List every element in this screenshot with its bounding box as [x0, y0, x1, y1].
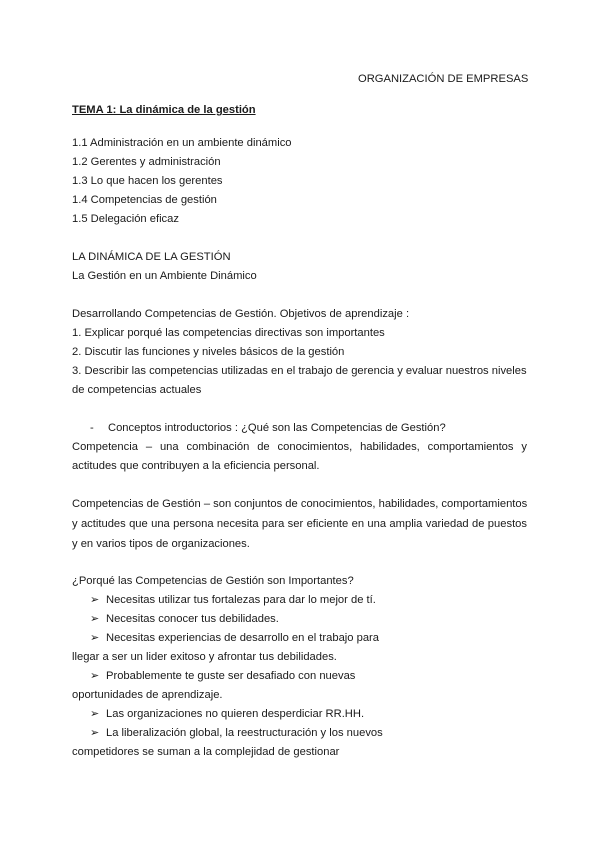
arrow-bullet-icon: ➢: [90, 708, 100, 720]
gestion-definition-continued: y actitudes que una persona necesita para ser eficiente en una amplia variedad de puestos: [72, 518, 527, 530]
toc-item: 1.4 Competencias de gestión: [72, 194, 217, 206]
arrow-bullet-icon: ➢: [90, 670, 100, 682]
objective-item: 2. Discutir las funciones y niveles básicos de la gestión: [72, 346, 345, 358]
section-subheading: La Gestión en un Ambiente Dinámico: [72, 270, 257, 282]
competencia-definition: Competencia – una combinación de conocimientos, habilidades, comportamientos y: [72, 441, 527, 453]
bullet-text: Necesitas utilizar tus fortalezas para dar lo mejor de tí.: [106, 594, 376, 606]
gestion-definition-end: y en varios tipos de organizaciones.: [72, 538, 250, 550]
toc-item: 1.1 Administración en un ambiente dinámico: [72, 137, 292, 149]
course-header: ORGANIZACIÓN DE EMPRESAS: [358, 73, 529, 85]
competencia-definition-continued: actitudes que contribuyen a la eficiencia personal.: [72, 460, 320, 472]
bullet-text-continued: oportunidades de aprendizaje.: [72, 689, 223, 701]
importance-question: ¿Porqué las Competencias de Gestión son Importantes?: [72, 575, 354, 587]
arrow-bullet-icon: ➢: [90, 632, 100, 644]
concepts-dash: -: [90, 422, 94, 434]
section-heading: LA DINÁMICA DE LA GESTIÓN: [72, 251, 231, 263]
bullet-text: Necesitas conocer tus debilidades.: [106, 613, 279, 625]
arrow-bullet-icon: ➢: [90, 613, 100, 625]
bullet-text-continued: competidores se suman a la complejidad de gestionar: [72, 746, 340, 758]
bullet-item: [90, 612, 279, 626]
bullet-text: Probablemente te guste ser desafiado con nuevas: [106, 670, 356, 682]
bullet-text: La liberalización global, la reestructuración y los nuevos: [106, 727, 383, 739]
arrow-bullet-icon: ➢: [90, 594, 100, 606]
bullet-item: [90, 707, 364, 721]
gestion-definition: Competencias de Gestión – son conjuntos de conocimientos, habilidades, comportamientos: [72, 498, 528, 510]
objective-item-continued: de competencias actuales: [72, 384, 202, 396]
bullet-text: Necesitas experiencias de desarrollo en el trabajo para: [106, 632, 380, 644]
toc-item: 1.2 Gerentes y administración: [72, 156, 221, 168]
arrow-bullet-icon: ➢: [90, 727, 100, 739]
toc-item: 1.3 Lo que hacen los gerentes: [72, 175, 223, 187]
bullet-item: [90, 593, 376, 607]
bullet-text: Las organizaciones no quieren desperdiciar RR.HH.: [106, 708, 365, 720]
bullet-item: [90, 631, 379, 645]
bullet-item: [90, 669, 355, 683]
objective-item: 1. Explicar porqué las competencias directivas son importantes: [72, 327, 385, 339]
toc-item: 1.5 Delegación eficaz: [72, 213, 179, 225]
concepts-title: Conceptos introductorios : ¿Qué son las Competencias de Gestión?: [108, 422, 446, 434]
topic-title: TEMA 1: La dinámica de la gestión: [72, 104, 256, 116]
bullet-item: [90, 726, 383, 740]
bullet-text-continued: llegar a ser un lider exitoso y afrontar tus debilidades.: [72, 651, 337, 663]
objective-item: 3. Describir las competencias utilizadas en el trabajo de gerencia y evaluar nuestros niveles: [72, 365, 527, 377]
objectives-intro: Desarrollando Competencias de Gestión. Objetivos de aprendizaje :: [72, 308, 410, 320]
